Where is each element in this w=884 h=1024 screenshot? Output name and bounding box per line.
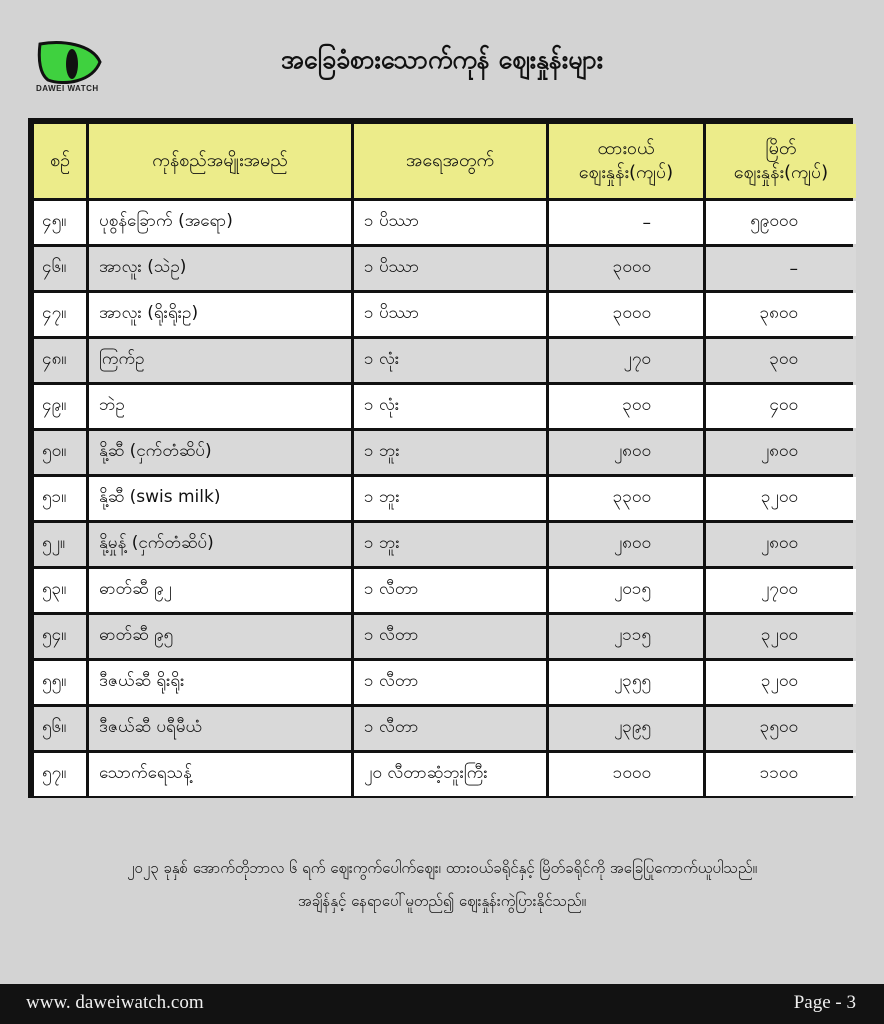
header-item: ကုန်စည်အမျိုးအမည်	[89, 124, 351, 198]
row-dawei-price: ၂၃၉၅	[549, 707, 703, 750]
row-myeik-price: –	[706, 247, 856, 290]
row-number: ၅၅။	[34, 661, 86, 704]
row-quantity: ၁ ဘူး	[354, 477, 546, 520]
table-row	[34, 201, 856, 244]
row-number: ၅၄။	[34, 615, 86, 658]
row-dawei-price: ၃၀၀၀	[549, 247, 703, 290]
row-item-name: နို့ဆီ (ငှက်တံဆိပ်)	[89, 431, 351, 474]
row-item-name: ဒီဇယ်ဆီ ပရီမီယံ	[89, 707, 351, 750]
logo-text: DAWEI WATCH	[36, 84, 99, 93]
table-row	[34, 431, 856, 474]
table-row	[34, 615, 856, 658]
table-header-row	[34, 124, 856, 198]
row-item-name: အာလူး (ရိုးရိုးဥ)	[89, 293, 351, 336]
row-quantity: ၁ လီတာ	[354, 615, 546, 658]
row-quantity: ၁ လီတာ	[354, 707, 546, 750]
row-myeik-price: ၃၂၀၀	[706, 661, 856, 704]
row-dawei-price: ၂၇၀	[549, 339, 703, 382]
row-myeik-price: ၃၂၀၀	[706, 477, 856, 520]
row-item-name: ပုစွန်ခြောက် (အရော)	[89, 201, 351, 244]
row-dawei-price: ၂၈၀၀	[549, 431, 703, 474]
row-dawei-price: ၃၀၀	[549, 385, 703, 428]
page-number: Page - 3	[793, 992, 856, 1013]
row-number: ၅၃။	[34, 569, 86, 612]
row-quantity: ၁ ဘူး	[354, 523, 546, 566]
row-number: ၅၆။	[34, 707, 86, 750]
row-number: ၄၇။	[34, 293, 86, 336]
table-row	[34, 247, 856, 290]
row-myeik-price: ၃၅၀၀	[706, 707, 856, 750]
row-quantity: ၁ ပိဿာ	[354, 247, 546, 290]
footnote	[0, 852, 884, 918]
row-item-name: ကြက်ဥ	[89, 339, 351, 382]
row-myeik-price: ၃၂၀၀	[706, 615, 856, 658]
row-number: ၄၈။	[34, 339, 86, 382]
price-table	[31, 121, 859, 799]
row-quantity: ၁ လီတာ	[354, 569, 546, 612]
row-quantity: ၁ လီတာ	[354, 661, 546, 704]
row-number: ၄၅။	[34, 201, 86, 244]
header-myeik-price: မြိတ် ဈေးနှုန်း(ကျပ်)	[706, 124, 856, 198]
table-row	[34, 661, 856, 704]
row-myeik-price: ၂၈၀၀	[706, 431, 856, 474]
row-myeik-price: ၃၀၀	[706, 339, 856, 382]
row-item-name: ဒီဇယ်ဆီ ရိုးရိုး	[89, 661, 351, 704]
page-title: အခြေခံစားသောက်ကုန် ဈေးနှုန်းများ	[280, 45, 604, 74]
row-quantity: ၁ ပိဿာ	[354, 293, 546, 336]
table-row	[34, 339, 856, 382]
row-number: ၅၂။	[34, 523, 86, 566]
table-row	[34, 293, 856, 336]
row-myeik-price: ၅၉၀၀၀	[706, 201, 856, 244]
row-dawei-price: ၂၀၁၅	[549, 569, 703, 612]
row-item-name: အာလူး (သဲဥ)	[89, 247, 351, 290]
row-dawei-price: ၂၈၀၀	[549, 523, 703, 566]
footnote-line-2: အချိန်နှင့် နေရာပေါ်မူတည်၍ ဈေးနှုန်းကွဲပြားနိုင်သည်။	[297, 892, 587, 910]
footnote-line-1: ၂၀၂၃ ခုနှစ် အောက်တိုဘာလ ၆ ရက် ဈေးကွက်ပေါက်ဈေး၊ ထားဝယ်ခရိုင်နှင့် မြိတ်ခရိုင်ကို အခြေပြုကောက်ယူပါသည်။	[126, 859, 758, 877]
header-no: စဉ်	[34, 124, 86, 198]
table-row	[34, 707, 856, 750]
row-dawei-price: ၃၀၀၀	[549, 293, 703, 336]
table-row	[34, 385, 856, 428]
row-number: ၄၉။	[34, 385, 86, 428]
row-item-name: သောက်ရေသန့်	[89, 753, 351, 796]
row-myeik-price: ၃၈၀၀	[706, 293, 856, 336]
row-dawei-price: ၁၀၀၀	[549, 753, 703, 796]
row-dawei-price: ၂၁၁၅	[549, 615, 703, 658]
row-item-name: ဘဲဥ	[89, 385, 351, 428]
row-quantity: ၁ လုံး	[354, 385, 546, 428]
row-myeik-price: ၂၈၀၀	[706, 523, 856, 566]
row-quantity: ၁ လုံး	[354, 339, 546, 382]
price-table-frame	[28, 118, 853, 798]
row-item-name: ဓာတ်ဆီ ၉၅	[89, 615, 351, 658]
row-quantity: ၁ ပိဿာ	[354, 201, 546, 244]
table-row	[34, 569, 856, 612]
row-item-name: နို့မှုန့် (ငှက်တံဆိပ်)	[89, 523, 351, 566]
header-quantity: အရေအတွက်	[354, 124, 546, 198]
row-dawei-price: ၂၃၅၅	[549, 661, 703, 704]
row-dawei-price: –	[549, 201, 703, 244]
row-number: ၄၆။	[34, 247, 86, 290]
row-dawei-price: ၃၃၀၀	[549, 477, 703, 520]
website-link[interactable]: www. daweiwatch.com	[26, 992, 204, 1013]
header-dawei-price: ထားဝယ် ဈေးနှုန်း(ကျပ်)	[549, 124, 703, 198]
row-myeik-price: ၁၁၀၀	[706, 753, 856, 796]
row-item-name: နို့ဆီ (swis milk)	[89, 477, 351, 520]
row-quantity: ၂၀ လီတာဆံ့ဘူးကြီး	[354, 753, 546, 796]
row-quantity: ၁ ဘူး	[354, 431, 546, 474]
table-row	[34, 523, 856, 566]
row-number: ၅၇။	[34, 753, 86, 796]
row-myeik-price: ၄၀၀	[706, 385, 856, 428]
footer-bar	[0, 984, 884, 1024]
table-row	[34, 753, 856, 796]
row-item-name: ဓာတ်ဆီ ၉၂	[89, 569, 351, 612]
table-row	[34, 477, 856, 520]
row-number: ၅၁။	[34, 477, 86, 520]
row-myeik-price: ၂၇၀၀	[706, 569, 856, 612]
row-number: ၅၀။	[34, 431, 86, 474]
